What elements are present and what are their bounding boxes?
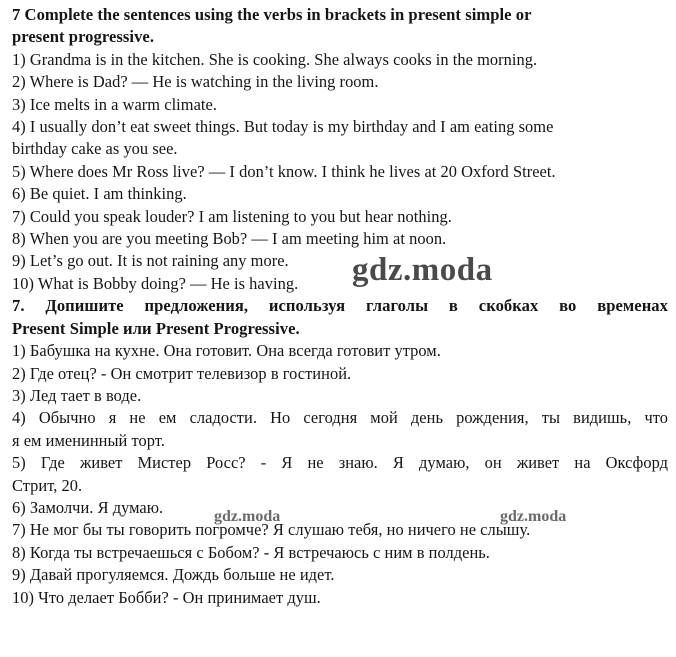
- english-sentence-9: 9) Let’s go out. It is not raining any more.: [12, 251, 289, 271]
- english-heading-line-1: 7 Complete the sentences using the verbs in brackets in present simple or: [12, 5, 532, 24]
- english-sentence-2: 2) Where is Dad? — He is watching in the living room.: [12, 72, 379, 92]
- russian-sentence-7: 7) Не мог бы ты говорить погромче? Я слушаю тебя, но ничего не слышу.: [12, 520, 531, 540]
- russian-sentence-3: 3) Лед тает в воде.: [12, 385, 142, 405]
- russian-sentence-5: 5) Где живет Мистер Росс? - Я не знаю. Я думаю, он живет на Оксфорд: [12, 453, 668, 473]
- russian-sentence-8: 8) Когда ты встречаешься с Бобом? - Я встречаюсь с ним в полдень.: [12, 542, 490, 562]
- english-sentence-7: 7) Could you speak louder? I am listening to you but hear nothing.: [12, 206, 452, 226]
- russian-sentence-4: 4) Обычно я не ем сладости. Но сегодня мой день рождения, ты видишь, что: [12, 408, 668, 428]
- russian-sentence-10: 10) Что делает Бобби? - Он принимает душ.: [12, 587, 321, 607]
- english-sentence-4: 4) I usually don’t eat sweet things. But today is my birthday and I am eating some: [12, 117, 554, 137]
- english-sentence-6: 6) Be quiet. I am thinking.: [12, 184, 187, 204]
- russian-sentence-2: 2) Где отец? - Он смотрит телевизор в гостиной.: [12, 363, 352, 383]
- russian-sentence-1: 1) Бабушка на кухне. Она готовит. Она всегда готовит утром.: [12, 341, 441, 361]
- english-sentence-10: 10) What is Bobby doing? — He is having.: [12, 273, 299, 293]
- english-heading-line-2: present progressive.: [12, 27, 155, 47]
- english-sentence-8: 8) When you are you meeting Bob? — I am meeting him at noon.: [12, 229, 447, 249]
- english-exercise: [12, 4, 668, 295]
- russian-sentence-9: 9) Давай прогуляемся. Дождь больше не идет.: [12, 565, 335, 585]
- russian-heading-line-1: 7. Допишите предложения, используя глаголы в скобках во временах: [12, 296, 668, 316]
- worksheet-page: [12, 4, 668, 609]
- watermark-small-left: gdz.moda: [214, 508, 281, 525]
- english-sentence-4-cont: birthday cake as you see.: [12, 139, 178, 159]
- watermark-main: gdz.moda: [352, 252, 493, 288]
- english-sentence-3: 3) Ice melts in a warm climate.: [12, 94, 217, 114]
- russian-sentence-6: 6) Замолчи. Я думаю.: [12, 497, 164, 517]
- watermark-small-right: gdz.moda: [500, 508, 567, 525]
- russian-sentence-5-cont: Стрит, 20.: [12, 475, 83, 495]
- english-sentence-5: 5) Where does Mr Ross live? — I don’t know. I think he lives at 20 Oxford Street.: [12, 161, 556, 181]
- russian-sentence-4-cont: я ем именинный торт.: [12, 430, 165, 450]
- russian-exercise: [12, 295, 668, 609]
- russian-heading-line-2: Present Simple или Present Progressive.: [12, 318, 300, 338]
- english-sentence-1: 1) Grandma is in the kitchen. She is cooking. She always cooks in the morning.: [12, 49, 538, 69]
